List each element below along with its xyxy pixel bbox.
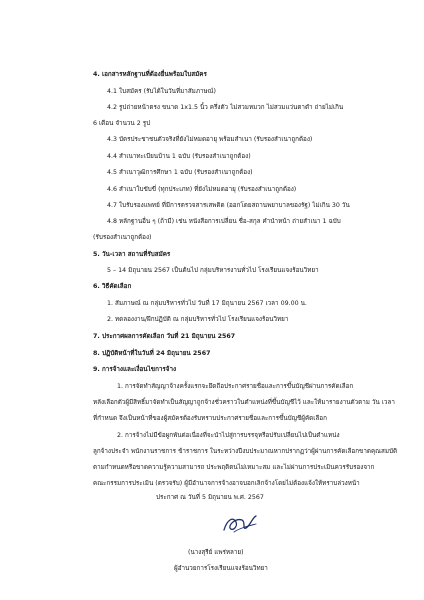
section-5-text: 5 – 14 มิถุนายน 2567 เป็นต้นไป กลุ่มบริหารงานทั่วไป โรงเรียนแจงร้อนวิทยา [107, 267, 319, 274]
announce-date: ประกาศ ณ วันที่ 5 มิถุนายน พ.ศ. 2567 [156, 494, 264, 501]
para-9-2-line4: คณะกรรมการประเมิน (ตรวจรับ) ผู้มีอำนาจการจ้างอาจบอกเลิกจ้างโดยไม่ต้องแจ้งให้ทราบล่วงหน้า [93, 480, 360, 487]
section-8: 8. ปฏิบัติหน้าที่ในวันที่ 24 มิถุนายน 2567 [93, 350, 211, 357]
para-9-1-line3: ที่กำหนด จึงเป็นหน้าที่ของผู้สมัครต้องรับทราบประกาศรายชื่อและการขึ้นบัญชีผู้คัดเลือก [93, 415, 327, 422]
item-4-8: 4.8 หลักฐานอื่น ๆ (ถ้ามี) เช่น หนังสือการเปลี่ยน ชื่อ-สกุล คำนำหน้า ถ่ายสำเนา 1 ฉบับ [107, 218, 341, 225]
para-9-2-line3: ตามกำหนดหรือขาดความรู้ความสามารถ ประพฤติตนไม่เหมาะสม และไม่ผ่านการประเมินควรรับรองจาก [93, 464, 375, 471]
para-9-1: 1. การจัดทำสัญญาจ้างครั้งแรกจะยึดถือประกาศรายชื่อและการขึ้นบัญชีผ่านการคัดเลือก [117, 383, 354, 390]
item-6-2: 2. ทดลองงาน/ฝึกปฏิบัติ ณ กลุ่มบริหารทั่วไป โรงเรียนแจงร้อนวิทยา [107, 316, 289, 323]
item-4-6: 4.6 สำเนาใบขับขี่ (ทุกประเภท) ที่ยังไม่หมดอายุ (รับรองสำเนาถูกต้อง) [107, 186, 297, 193]
item-4-4: 4.4 สำเนาทะเบียนบ้าน 1 ฉบับ (รับรองสำเนาถูกต้อง) [107, 153, 251, 160]
section-7: 7. ประกาศผลการคัดเลือก วันที่ 21 มิถุนายน 2567 [93, 333, 236, 340]
item-4-7: 4.7 ใบรับรองแพทย์ ที่มีการตรวจสารเสพติด (ออกโดยสถานพยาบาลของรัฐ) ไม่เกิน 30 วัน [107, 202, 350, 209]
item-4-2: 4.2 รูปถ่ายหน้าตรง ขนาด 1x1.5 นิ้ว ครึ่งตัว ไม่สวมหมวก ไม่สวมแว่นตาดำ ถ่ายไม่เกิน [107, 104, 344, 111]
section-4-heading: 4. เอกสารหลักฐานที่ต้องยื่นพร้อมใบสมัคร [93, 71, 207, 78]
signer-title: ผู้อำนวยการโรงเรียนแจงร้อนวิทยา [174, 565, 268, 572]
section-5-heading: 5. วัน-เวลา สถานที่รับสมัคร [93, 251, 171, 258]
para-9-2-line2: ลูกจ้างประจำ พนักงานราชการ ข้าราชการ ในระหว่างปีงบประมาณหากปรากฏว่าผู้ผ่านการคัดเลือกขาดคุณสมบัติ [93, 448, 398, 455]
item-4-1: 4.1 ใบสมัคร (รับได้ในวันที่มาสัมภาษณ์) [107, 88, 216, 95]
para-9-2: 2. การจ้างไม่มีข้อผูกพันต่อเนื่องที่จะนำไปสู่การบรรจุหรือปรับเปลี่ยนไปเป็นตำแหน่ง [117, 432, 340, 439]
item-4-2-cont: 6 เดือน จำนวน 2 รูป [93, 120, 151, 127]
signer-name: (นางสุรีย์ แพร่หลาย) [188, 549, 244, 556]
para-9-1-line2: หลังเลือกตัวผู้มีสิทธิ์มาจัดทำเป็นสัญญาถูกจ้างชั่วคราวในตำแหน่งที่ขึ้นบัญชีไว้ และให้มารายงานตัวตาม วัน เวลา [93, 399, 395, 406]
section-6-heading: 6. วิธีคัดเลือก [93, 283, 132, 290]
item-6-1: 1. สัมภาษณ์ ณ กลุ่มบริหารทั่วไป วันที่ 17 มิถุนายน 2567 เวลา 09.00 น. [107, 300, 307, 307]
item-4-3: 4.3 บัตรประชาชนตัวจริงที่ยังไม่หมดอายุ พร้อมสำเนา (รับรองสำเนาถูกต้อง) [107, 136, 313, 143]
item-4-8-cont: (รับรองสำเนาถูกต้อง) [93, 234, 152, 241]
signature-image [218, 508, 262, 542]
section-9-heading: 9. การจ้างและเงื่อนไขการจ้าง [93, 366, 177, 373]
item-4-5: 4.5 สำเนาวุฒิการศึกษา 1 ฉบับ (รับรองสำเนาถูกต้อง) [107, 169, 253, 176]
